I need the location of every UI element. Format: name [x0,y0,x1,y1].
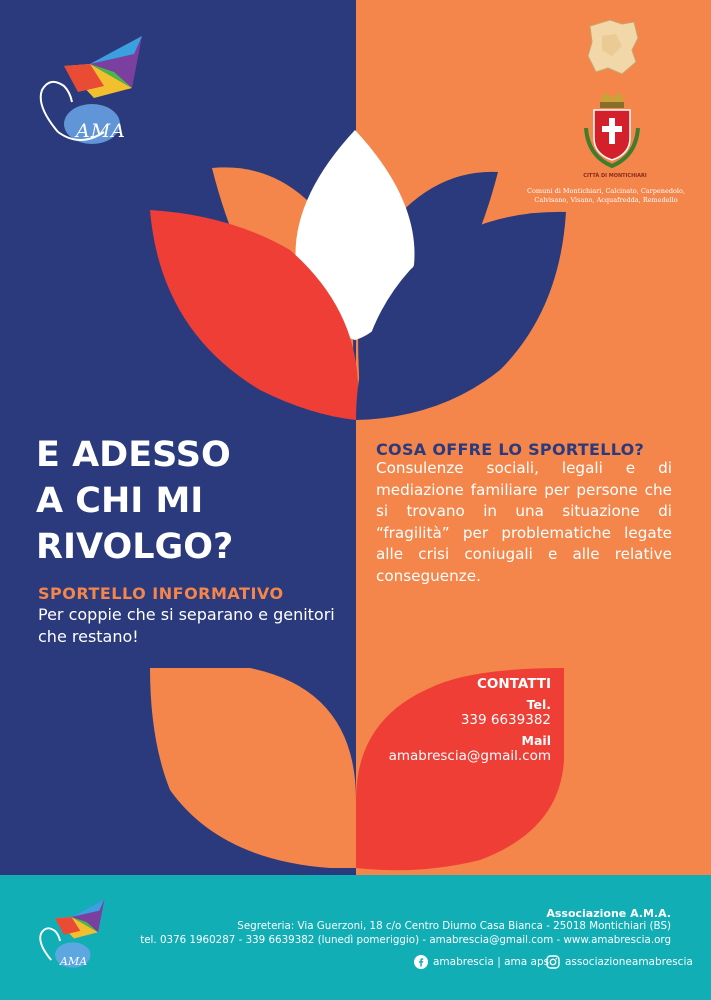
towns-list: Comuni di Montichiari, Calcinato, Carpenedolo, Calvisano, Visano, Acquafredda, Remedello [527,187,685,204]
leaf-orange-left [150,668,356,868]
headline [36,432,233,570]
footer-address: Segreteria: Via Guerzoni, 18 c/o Centro Diurno Casa Bianca - 25018 Montichiari (BS) [237,920,671,932]
footer [0,875,711,1000]
facebook-icon [414,955,428,969]
subtext: Per coppie che si separano e genitori che restano! [38,605,335,646]
tel-value[interactable]: 339 6639382 [460,712,551,728]
headline-line-3: RIVOLGO? [36,527,234,567]
facebook-link[interactable] [414,955,549,969]
instagram-icon [546,955,560,969]
contacts-block [351,676,551,769]
instagram-link[interactable] [546,955,693,969]
footer-contacts: tel. 0376 1960287 - 339 6639382 (lunedì pomeriggio) - amabrescia@gmail.com - www.amabrescia.org [140,934,671,946]
offer-text: Consulenze sociali, legali e di mediazione familiare per persone che si trovano in una situazione di “fragilità” per problematiche legate alle crisi coniugali e alle relative conseguenze. [376,459,672,585]
mail-value[interactable]: amabrescia@gmail.com [388,748,551,764]
mail-label: Mail [521,733,551,748]
facebook-label: amabrescia | ama aps [433,956,550,968]
province-map-icon [582,16,642,78]
instagram-label: associazioneamabrescia [565,956,693,968]
offer-title: COSA OFFRE LO SPORTELLO? [376,440,645,459]
city-crest-icon [582,88,642,172]
subtitle: SPORTELLO INFORMATIVO [38,584,284,603]
city-name: CITTÀ DI MONTICHIARI [583,173,647,179]
footer-logo-text: AMA [60,955,88,968]
tel-label: Tel. [526,697,551,712]
headline-line-2: A CHI MI [36,481,204,521]
contacts-heading: CONTATTI [477,676,551,692]
logo-text: AMA [76,120,126,142]
footer-org-name: Associazione A.M.A. [546,907,671,920]
headline-line-1: E ADESSO [36,435,231,475]
